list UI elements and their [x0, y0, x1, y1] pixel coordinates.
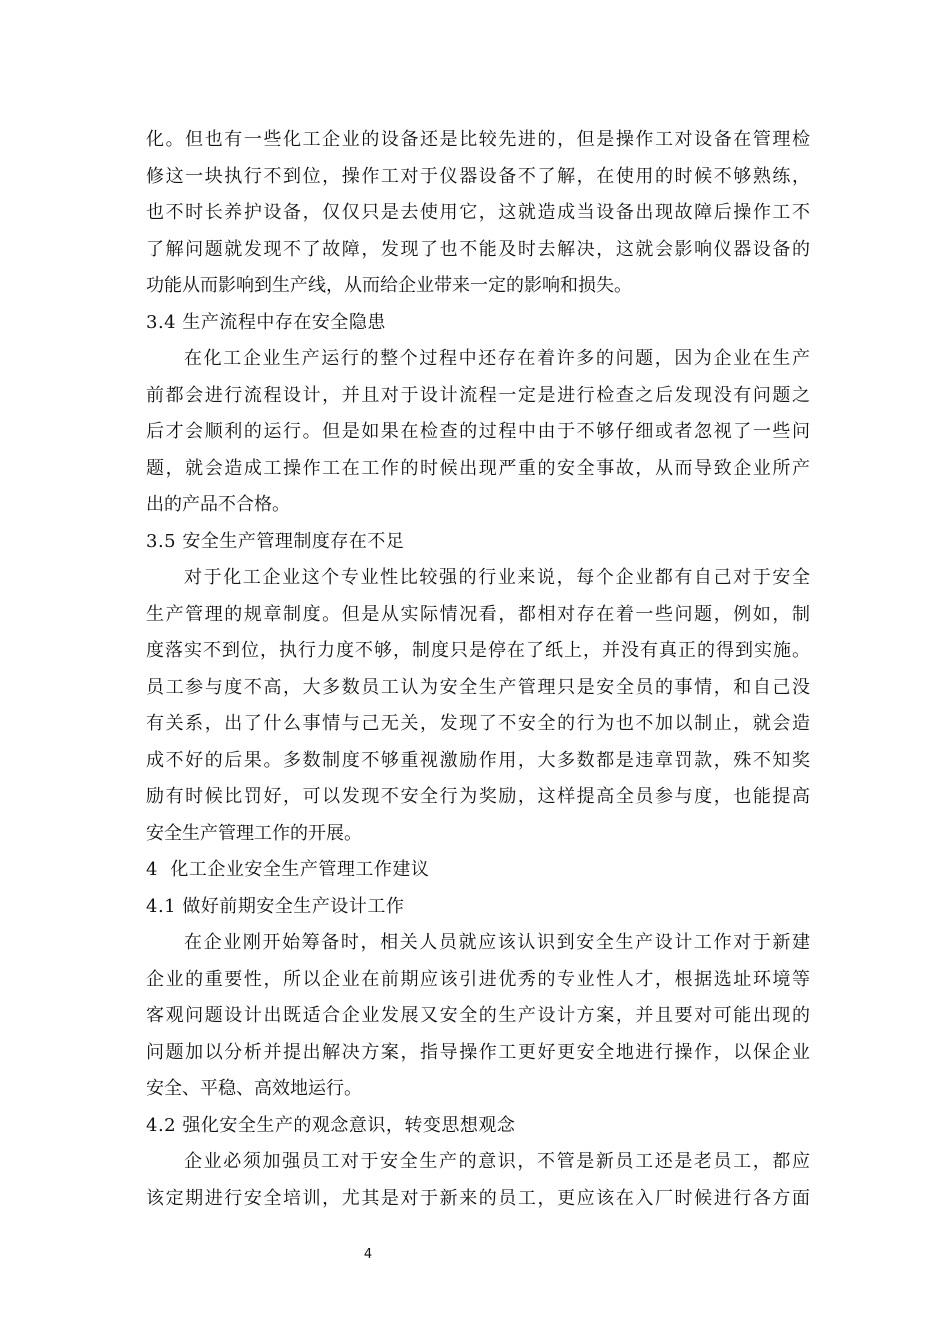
paragraph-line: 安全生产管理工作的开展。 [146, 822, 362, 844]
paragraph-line: 问题加以分析并提出解决方案，指导操作工更好更安全地进行操作，以保企业 [146, 1041, 810, 1063]
paragraph-line: 题，就会造成工操作工在工作的时候出现严重的安全事故，从而导致企业所产 [146, 457, 810, 479]
paragraph-line: 生产管理的规章制度。但是从实际情况看，都相对存在着一些问题，例如，制 [146, 603, 810, 625]
paragraph-line: 度落实不到位，执行力度不够，制度只是停在了纸上，并没有真正的得到实施。 [146, 640, 810, 661]
page-number: 4 [363, 1247, 373, 1262]
paragraph-line: 成不好的后果。多数制度不够重视激励作用，大多数都是违章罚款，殊不知奖 [146, 749, 810, 771]
paragraph-line: 员工参与度不高，大多数员工认为安全生产管理只是安全员的事情，和自己没 [146, 676, 810, 698]
paragraph-line: 励有时候比罚好，可以发现不安全行为奖励，这样提高全员参与度，也能提高 [146, 786, 810, 807]
paragraph-line: 后才会顺利的运行。但是如果在检查的过程中由于不够仔细或者忽视了一些问 [146, 421, 810, 442]
paragraph-line: 该定期进行安全培训，尤其是对于新来的员工，更应该在入厂时候进行各方面 [146, 1187, 810, 1209]
paragraph-line: 企业的重要性，所以企业在前期应该引进优秀的专业性人才，根据选址环境等 [146, 968, 810, 990]
paragraph-line: 化。但也有一些化工企业的设备还是比较先进的，但是操作工对设备在管理检 [146, 129, 810, 150]
paragraph-line: 修这一块执行不到位，操作工对于仪器设备不了解，在使用的时候不够熟练， [146, 165, 810, 187]
section-heading-4-1: 4.1 做好前期安全生产设计工作 [146, 895, 405, 917]
paragraph-line: 在企业刚开始筹备时，相关人员就应该认识到安全生产设计工作对于新建 [184, 932, 810, 953]
paragraph-line: 了解问题就发现不了故障，发现了也不能及时去解决，这就会影响仪器设备的 [146, 238, 810, 260]
paragraph-line: 安全、平稳、高效地运行。 [146, 1078, 362, 1099]
body-text [146, 122, 810, 1217]
paragraph-line: 对于化工企业这个专业性比较强的行业来说，每个企业都有自己对于安全 [184, 567, 810, 588]
paragraph-line: 企业必须加强员工对于安全生产的意识，不管是新员工还是老员工，都应 [184, 1151, 810, 1172]
section-heading-4: 4 化工企业安全生产管理工作建议 [146, 859, 430, 880]
paragraph-line: 在化工企业生产运行的整个过程中还存在着许多的问题，因为企业在生产 [184, 348, 810, 369]
paragraph-line: 有关系，出了什么事情与己无关，发现了不安全的行为也不加以制止，就会造 [146, 713, 810, 734]
section-heading-4-2: 4.2 强化安全生产的观念意识，转变思想观念 [146, 1114, 516, 1136]
paragraph-line: 出的产品不合格。 [146, 494, 290, 515]
paragraph-line: 也不时长养护设备，仅仅只是去使用它，这就造成当设备出现故障后操作工不 [146, 202, 810, 223]
paragraph-line: 前都会进行流程设计，并且对于设计流程一定是进行检查之后发现没有问题之 [146, 384, 810, 406]
paragraph-line: 客观问题设计出既适合企业发展又安全的生产设计方案，并且要对可能出现的 [146, 1005, 810, 1026]
section-heading-3-5: 3.5 安全生产管理制度存在不足 [146, 530, 405, 552]
paragraph-line: 功能从而影响到生产线，从而给企业带来一定的影响和损失。 [146, 275, 632, 296]
section-heading-3-4: 3.4 生产流程中存在安全隐患 [146, 311, 386, 333]
